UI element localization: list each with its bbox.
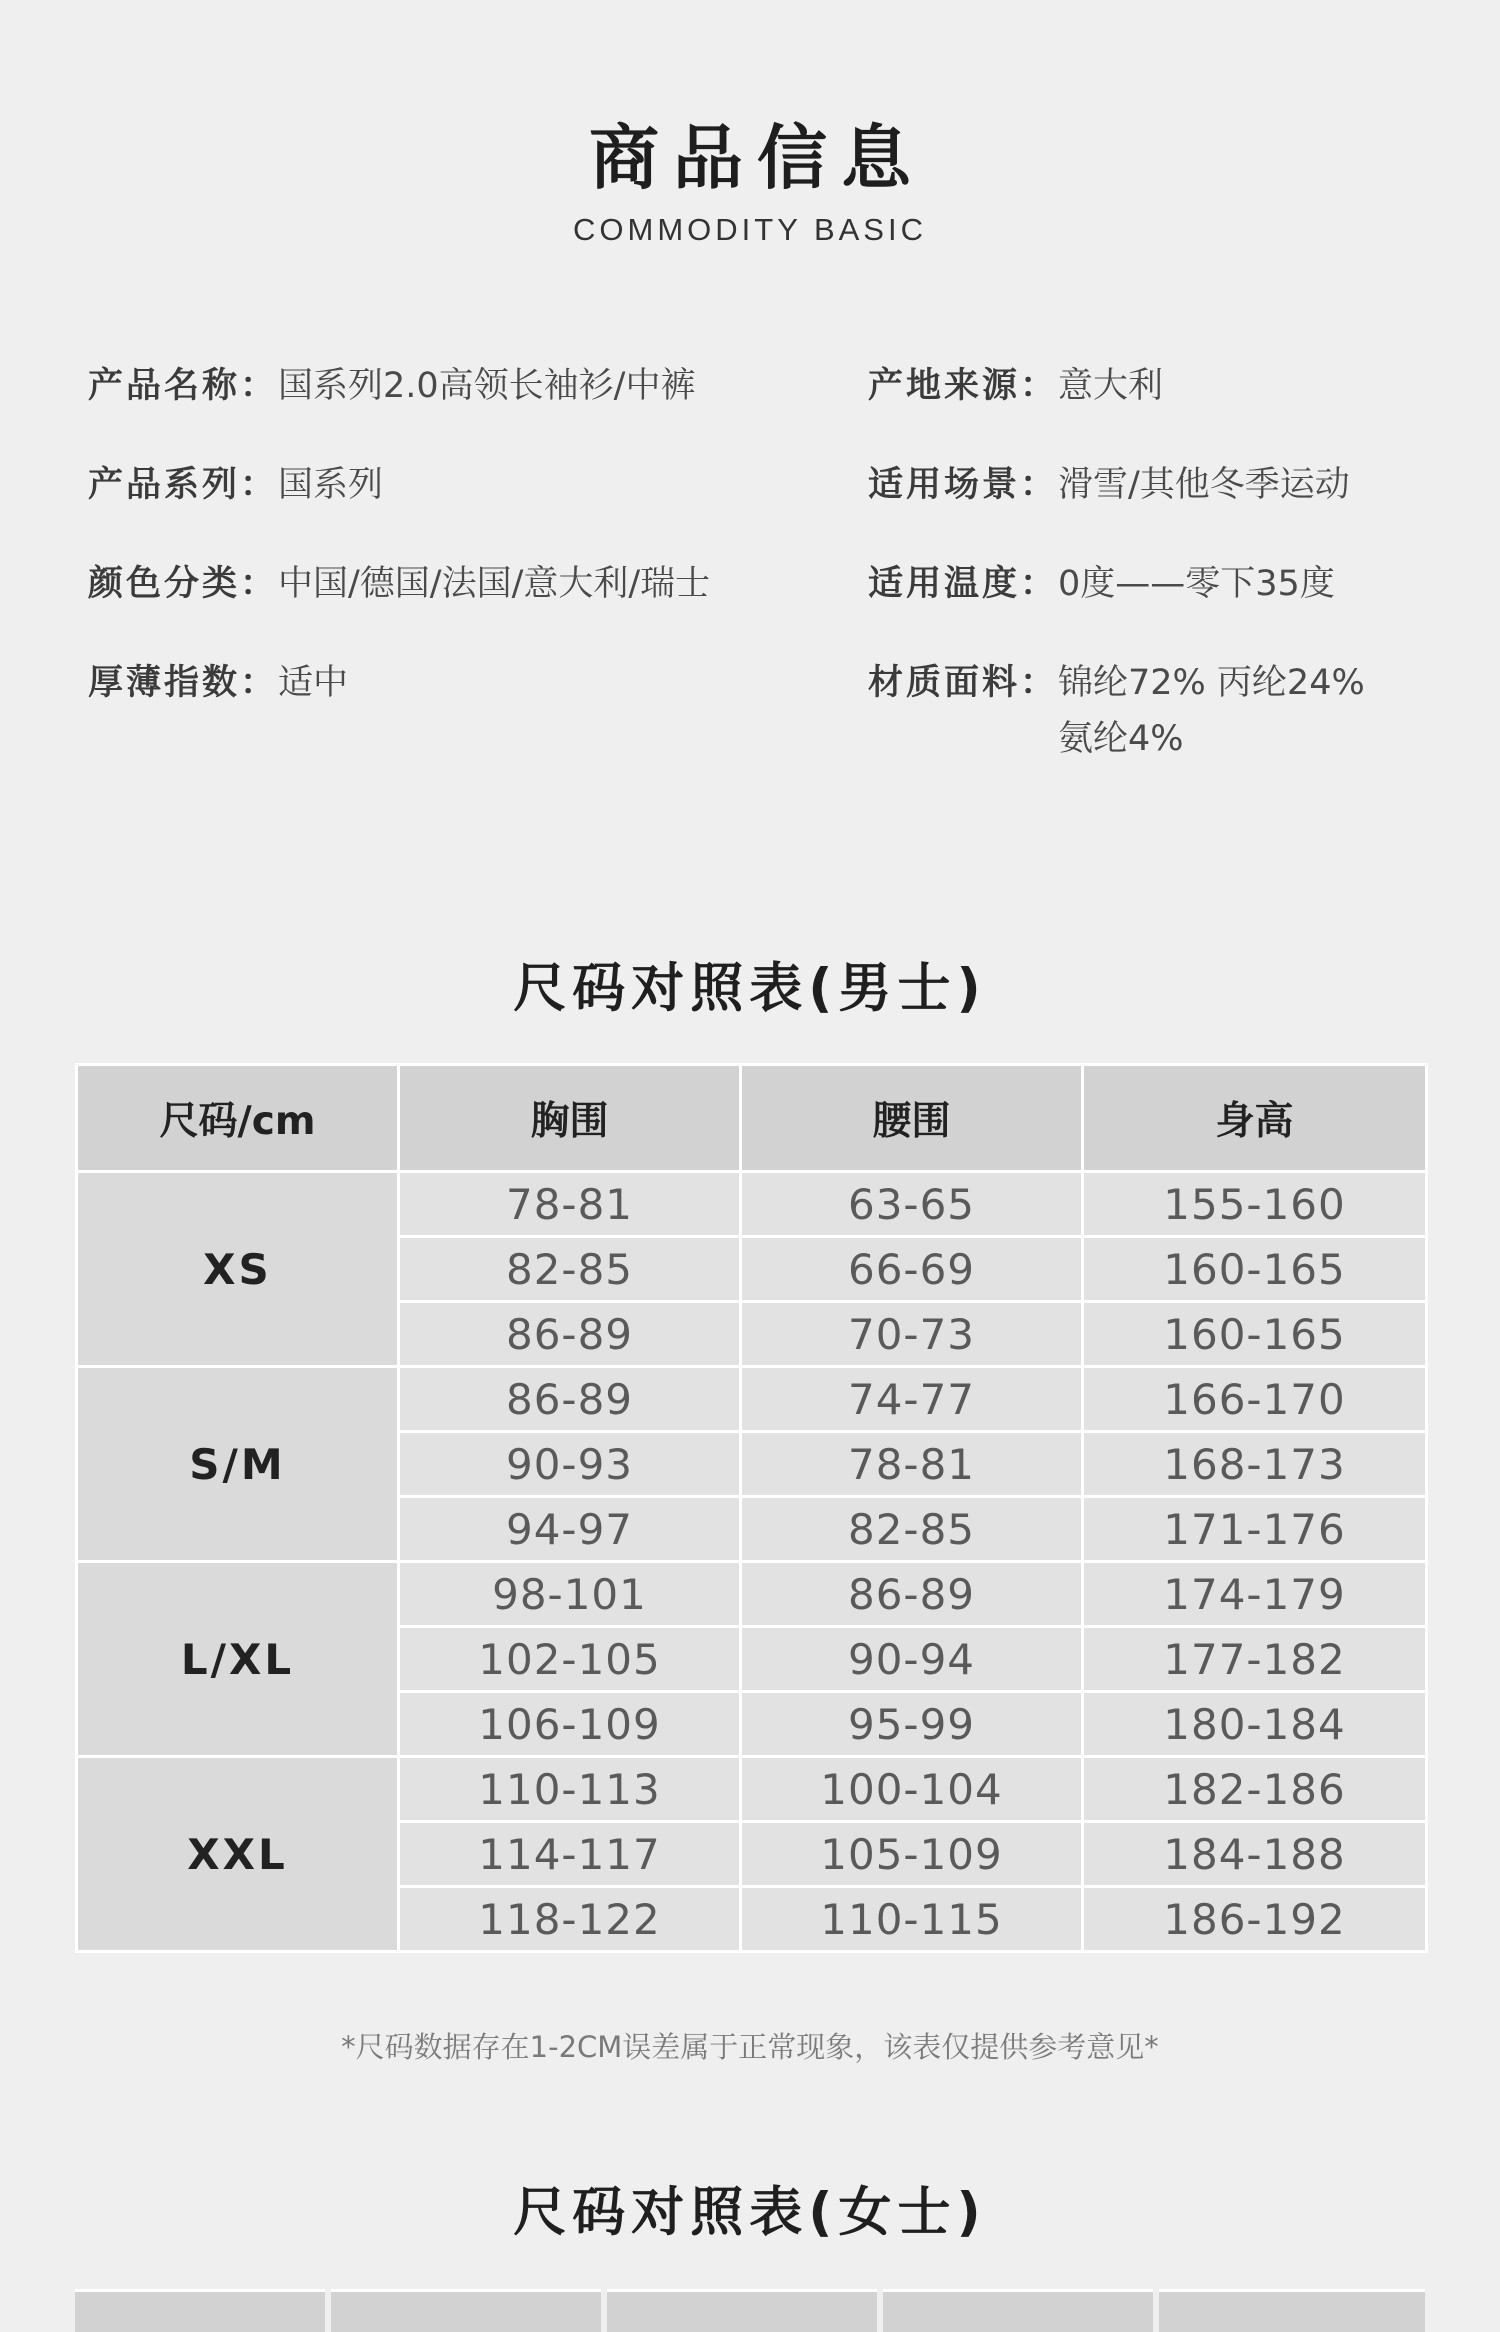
women-size-chart-title: 尺码对照表(女士): [513, 2182, 987, 2243]
table-cell: 78-81: [741, 1432, 1083, 1497]
info-value: 国系列: [278, 465, 384, 505]
table-cell: 74-77: [741, 1367, 1083, 1432]
table-cell: 177-182: [1083, 1627, 1427, 1692]
column-header: 尺码/cm: [77, 1065, 399, 1172]
info-value: 0度——零下35度: [1058, 564, 1335, 604]
table-header-row: [77, 1065, 1427, 1172]
info-series: [88, 457, 383, 513]
info-temperature: [868, 556, 1335, 612]
column-header: 胸围: [399, 1065, 741, 1172]
table-header-cell: [1159, 2289, 1425, 2332]
info-label: 产品名称：: [88, 366, 279, 406]
table-cell: 171-176: [1083, 1497, 1427, 1562]
column-header: 腰围: [741, 1065, 1083, 1172]
info-colors: [88, 556, 710, 612]
info-scene: [868, 457, 1350, 513]
table-row: [77, 1367, 1427, 1432]
page-header: [0, 118, 1500, 248]
table-row: [77, 1757, 1427, 1822]
info-row: [88, 457, 1428, 556]
table-cell: 110-115: [741, 1887, 1083, 1952]
table-header-cell: [883, 2289, 1153, 2332]
column-header: 身高: [1083, 1065, 1427, 1172]
table-cell: 166-170: [1083, 1367, 1427, 1432]
table-header-cell: [607, 2289, 877, 2332]
info-product-name: [88, 358, 695, 414]
table-header-cell: [75, 2289, 325, 2332]
men-size-chart-title: 尺码对照表(男士): [513, 958, 987, 1019]
table-cell: 98-101: [399, 1562, 741, 1627]
table-cell: 86-89: [399, 1367, 741, 1432]
table-cell: 160-165: [1083, 1237, 1427, 1302]
women-size-table-header: [75, 2289, 1425, 2329]
table-cell: 182-186: [1083, 1757, 1427, 1822]
table-cell: 90-94: [741, 1627, 1083, 1692]
men-size-table: [75, 1063, 1428, 1953]
info-label: 产地来源：: [868, 366, 1059, 406]
table-cell: 174-179: [1083, 1562, 1427, 1627]
info-value: 锦纶72% 丙纶24% 氨纶4%: [1058, 663, 1365, 759]
table-cell: 95-99: [741, 1692, 1083, 1757]
table-cell: 105-109: [741, 1822, 1083, 1887]
table-cell: 160-165: [1083, 1302, 1427, 1367]
info-label: 适用温度：: [868, 564, 1059, 604]
table-row: [77, 1562, 1427, 1627]
table-cell: 110-113: [399, 1757, 741, 1822]
info-origin: [868, 358, 1163, 414]
table-cell: 86-89: [741, 1562, 1083, 1627]
info-value: 意大利: [1058, 366, 1164, 406]
table-cell: 90-93: [399, 1432, 741, 1497]
info-label: 厚薄指数：: [88, 663, 279, 703]
table-cell: 86-89: [399, 1302, 741, 1367]
table-cell: 118-122: [399, 1887, 741, 1952]
info-value: 国系列2.0高领长袖衫/中裤: [278, 366, 696, 406]
info-row: [88, 358, 1428, 457]
info-value: 滑雪/其他冬季运动: [1058, 465, 1350, 505]
table-cell: 155-160: [1083, 1172, 1427, 1237]
info-value: 适中: [278, 663, 349, 703]
table-cell: 184-188: [1083, 1822, 1427, 1887]
table-cell: 78-81: [399, 1172, 741, 1237]
header-title: 商品信息: [589, 117, 925, 199]
size-label: XS: [77, 1172, 399, 1367]
table-cell: 114-117: [399, 1822, 741, 1887]
size-label: XXL: [77, 1757, 399, 1952]
size-label: L/XL: [77, 1562, 399, 1757]
info-row: [88, 655, 1428, 759]
table-row: [77, 1172, 1427, 1237]
size-note: *尺码数据存在1-2CM误差属于正常现象，该表仅提供参考意见*: [341, 2030, 1159, 2064]
info-label: 颜色分类：: [88, 564, 279, 604]
header-subtitle: COMMODITY BASIC: [573, 212, 927, 247]
info-label: 适用场景：: [868, 465, 1059, 505]
info-material: [868, 655, 1398, 767]
info-value: 中国/德国/法国/意大利/瑞士: [278, 564, 711, 604]
info-row: [88, 556, 1428, 655]
table-cell: 82-85: [741, 1497, 1083, 1562]
table-cell: 94-97: [399, 1497, 741, 1562]
product-info: [88, 358, 1428, 759]
info-label: 产品系列：: [88, 465, 279, 505]
table-cell: 186-192: [1083, 1887, 1427, 1952]
size-label: S/M: [77, 1367, 399, 1562]
table-cell: 100-104: [741, 1757, 1083, 1822]
table-cell: 82-85: [399, 1237, 741, 1302]
table-cell: 66-69: [741, 1237, 1083, 1302]
table-cell: 106-109: [399, 1692, 741, 1757]
info-thickness: [88, 655, 348, 711]
table-cell: 63-65: [741, 1172, 1083, 1237]
table-header-cell: [331, 2289, 601, 2332]
table-cell: 70-73: [741, 1302, 1083, 1367]
table-cell: 180-184: [1083, 1692, 1427, 1757]
info-label: 材质面料：: [868, 663, 1059, 703]
table-cell: 168-173: [1083, 1432, 1427, 1497]
table-cell: 102-105: [399, 1627, 741, 1692]
